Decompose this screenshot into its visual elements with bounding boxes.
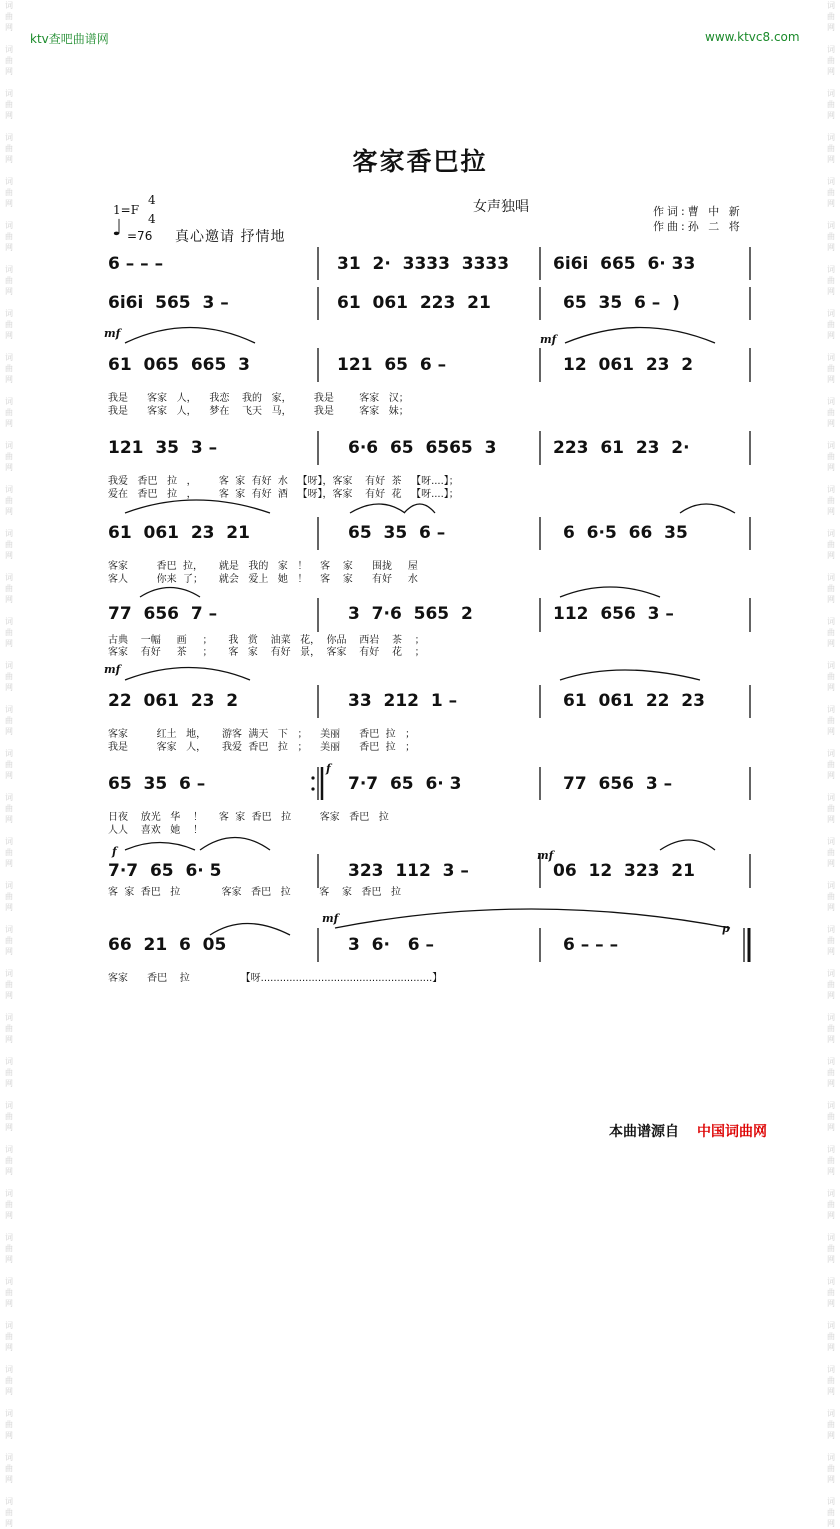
- lyrics-verse-1: 古典 一幅 画 ； 我 赏 油菜 花， 你品 西岩 茶 ；: [108, 635, 425, 646]
- measure-notes: 61 061 22 23: [563, 691, 705, 711]
- lyrics-verse-1: 客家 香巴 拉， 就是 我的 家 ！ 客 家 围拢 屋: [108, 561, 418, 572]
- quarter-note-icon: ♩: [112, 216, 123, 241]
- tempo-marking: =76: [127, 229, 153, 243]
- dynamic-f: f: [326, 762, 331, 775]
- measure-notes: 33 212 1 –: [348, 691, 458, 711]
- lyricist-credit: 作词:曹 中 新: [653, 205, 743, 218]
- lyrics-verse-1: 客家 红土 地， 游客 满天 下 ； 美丽 香巴 拉 ；: [108, 729, 416, 740]
- measure-notes: 31 2· 3333 3333: [337, 254, 510, 274]
- measure-notes: 6 – – –: [563, 935, 619, 955]
- lyrics-verse-2: 我是 客家 人， 我爱 香巴 拉 ； 美丽 香巴 拉 ；: [108, 742, 416, 753]
- measure-notes: 66 21 6 05: [108, 935, 227, 955]
- measure-notes: 223 61 23 2·: [553, 438, 690, 458]
- lyrics-verse-1: 客 家 香巴 拉 客家 香巴 拉 客 家 香巴 拉: [108, 887, 402, 898]
- composer-credit: 作曲:孙 二 将: [653, 220, 743, 233]
- time-signature-top: 4: [148, 193, 156, 207]
- dynamic-mf: mf: [104, 327, 121, 340]
- footer-source-label: 本曲谱源自: [609, 1124, 679, 1140]
- site-watermark-right: www.ktvc8.com: [705, 30, 800, 44]
- measure-notes: 77 656 7 –: [108, 604, 218, 624]
- measure-notes: 61 061 223 21: [337, 293, 491, 313]
- measure-notes: 6 – – –: [108, 254, 164, 274]
- measure-notes: 12 061 23 2: [563, 355, 694, 375]
- lyrics-verse-1: 我是 客家 人， 我恋 我的 家， 我是 客家 汉；: [108, 393, 409, 404]
- dynamic-mf: mf: [537, 849, 554, 862]
- time-signature-bottom: 4: [148, 212, 156, 226]
- measure-notes: 112 656 3 –: [553, 604, 674, 624]
- footer-site-link[interactable]: 中国词曲网: [697, 1124, 767, 1140]
- lyrics-verse-1: 客家 香巴 拉 【呀......................................................】: [108, 973, 443, 984]
- lyrics-verse-2: 客人 你来 了； 就会 爱上 她 ！ 客 家 有好 水: [108, 574, 418, 585]
- song-title: 客家香巴拉: [352, 147, 488, 176]
- measure-notes: 3 7·6 565 2: [348, 604, 473, 624]
- performance-type: 女声独唱: [473, 199, 529, 215]
- expression-marking: 真心邀请 抒情地: [175, 229, 286, 245]
- measure-notes: 3 6· 6 –: [348, 935, 434, 955]
- measure-notes: 22 061 23 2: [108, 691, 239, 711]
- lyrics-verse-1: 日夜 放光 华 ！ 客 家 香巴 拉 客家 香巴 拉: [108, 812, 389, 823]
- lyrics-verse-1: 我爱 香巴 拉 ， 客 家 有好 水 【呀】，客家 有好 茶 【呀....】；: [108, 476, 459, 487]
- key-signature: 1=F: [113, 203, 140, 217]
- measure-notes: 6·6 65 6565 3: [348, 438, 497, 458]
- measure-notes: 77 656 3 –: [563, 774, 673, 794]
- measure-notes: 121 35 3 –: [108, 438, 218, 458]
- lyrics-verse-2: 客家 有好 茶 ； 客 家 有好 景， 客家 有好 花 ；: [108, 647, 425, 658]
- measure-notes: 6i6i 565 3 –: [108, 293, 229, 313]
- measure-notes: 65 35 6 –: [348, 523, 446, 543]
- measure-notes: 61 065 665 3: [108, 355, 250, 375]
- dynamic-mf: mf: [540, 333, 557, 346]
- measure-notes: 7·7 65 6· 5: [108, 861, 222, 881]
- side-watermark-right: 词 曲 网 词 曲 网 词 曲 网 词 曲 网 词 曲 网 词 曲 网 词 曲 网 词 曲 网 词 曲 网 词 曲 网 词 曲 网 词 曲 网 词 曲 网 词 曲 网 词 曲 网 词 曲 网 词 曲 网 词 曲 网 词 曲 网 词 曲 网 词 曲 网 词 曲 网 词 曲 网 词 曲 网 词 曲 网 词 曲 网 词 曲 网 词 曲 网 词 曲 网 词 曲 网 词 曲 网 词 曲 网 词 曲 网 词 曲 网 词 曲 网: [827, 1, 835, 1528]
- measure-notes: 323 112 3 –: [348, 861, 469, 881]
- measure-notes: 7·7 65 6· 3: [348, 774, 462, 794]
- side-watermark-left: 词 曲 网 词 曲 网 词 曲 网 词 曲 网 词 曲 网 词 曲 网 词 曲 网 词 曲 网 词 曲 网 词 曲 网 词 曲 网 词 曲 网 词 曲 网 词 曲 网 词 曲 网 词 曲 网 词 曲 网 词 曲 网 词 曲 网 词 曲 网 词 曲 网 词 曲 网 词 曲 网 词 曲 网 词 曲 网 词 曲 网 词 曲 网 词 曲 网 词 曲 网 词 曲 网 词 曲 网 词 曲 网 词 曲 网 词 曲 网 词 曲 网: [5, 1, 13, 1528]
- measure-notes: 6 6·5 66 35: [563, 523, 688, 543]
- measure-notes: 06 12 323 21: [553, 861, 695, 881]
- dynamic-mf: mf: [322, 912, 339, 925]
- measure-notes: 65 35 6 –: [108, 774, 206, 794]
- dynamic-p: p: [722, 922, 730, 935]
- lyrics-verse-2: 人人 喜欢 她 ！: [108, 825, 203, 836]
- measure-notes: 65 35 6 – ): [563, 293, 680, 313]
- lyrics-verse-2: 我是 客家 人， 梦在 飞天 马， 我是 客家 妹；: [108, 406, 409, 417]
- measure-notes: 61 061 23 21: [108, 523, 250, 543]
- measure-notes: 6i6i 665 6· 33: [553, 254, 696, 274]
- site-watermark-left: ktv查吧曲谱网: [30, 32, 109, 46]
- lyrics-verse-2: 爱在 香巴 拉 ， 客 家 有好 酒 【呀】，客家 有好 花 【呀....】；: [108, 489, 459, 500]
- dynamic-mf: mf: [104, 663, 121, 676]
- measure-notes: 121 65 6 –: [337, 355, 447, 375]
- dynamic-f: f: [112, 845, 117, 858]
- footer: [609, 1121, 767, 1141]
